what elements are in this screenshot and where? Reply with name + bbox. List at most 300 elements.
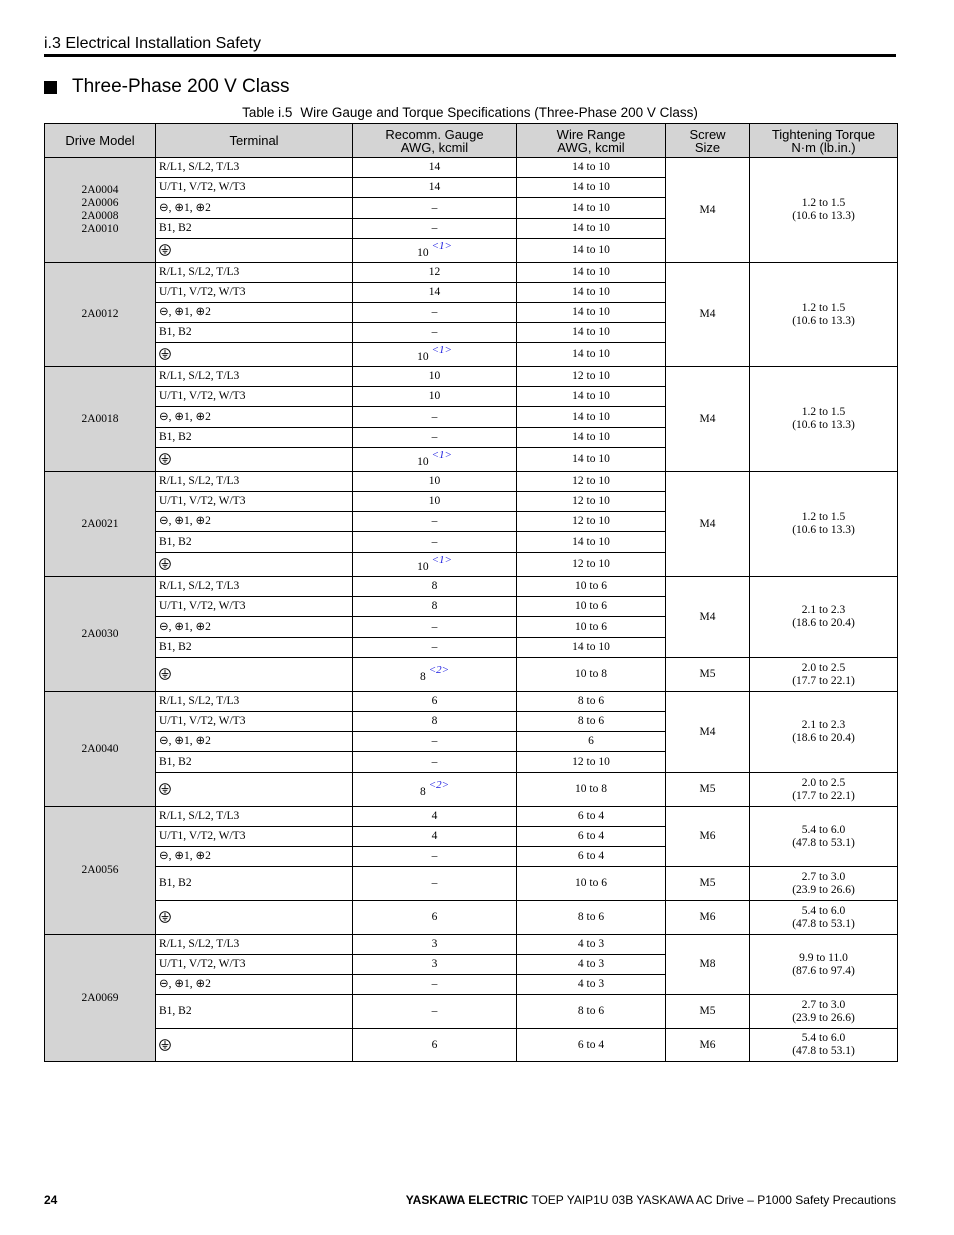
wire-range-value: 14 to 10 bbox=[572, 390, 610, 402]
drive-model: 2A0056 bbox=[81, 864, 119, 876]
terminal-cell bbox=[156, 553, 353, 577]
screw-size-cell bbox=[666, 158, 750, 263]
torque-lbin-value: (23.9 to 26.6) bbox=[792, 1011, 855, 1024]
screw-size-value: M6 bbox=[699, 830, 716, 842]
torque-lbin-value: (10.6 to 13.3) bbox=[792, 210, 855, 222]
torque-lbin-value: (87.6 to 97.4) bbox=[792, 964, 855, 977]
recomm-gauge-value: 14 bbox=[428, 161, 441, 173]
screw-size-cell bbox=[666, 1029, 750, 1062]
ground-terminal-icon bbox=[159, 453, 171, 465]
torque-nm-value: 2.7 to 3.0 bbox=[801, 998, 846, 1011]
recomm-gauge-cell bbox=[353, 367, 517, 387]
recomm-gauge-value: – bbox=[431, 535, 438, 548]
wire-range-cell bbox=[517, 239, 666, 263]
tightening-torque-cell bbox=[750, 901, 898, 935]
wire-range-cell bbox=[517, 263, 666, 283]
wire-range-cell bbox=[517, 712, 666, 732]
ground-terminal-icon bbox=[159, 558, 171, 570]
drive-model-cell bbox=[45, 692, 156, 807]
recomm-gauge-cell bbox=[353, 239, 517, 263]
wire-range-value: 12 to 10 bbox=[572, 755, 610, 768]
tightening-torque-cell bbox=[750, 1029, 898, 1062]
terminal-cell bbox=[156, 472, 353, 492]
wire-range-value: 4 to 3 bbox=[577, 958, 605, 970]
header-wire-range: Wire Range AWG, kcmil bbox=[517, 124, 666, 158]
recomm-gauge-value: 3 bbox=[431, 958, 438, 970]
drive-model: 2A0069 bbox=[81, 991, 119, 1004]
recomm-gauge-value: – bbox=[431, 431, 438, 443]
tightening-torque-cell bbox=[750, 773, 898, 807]
recomm-gauge-cell bbox=[353, 219, 517, 239]
terminal-cell bbox=[156, 1029, 353, 1062]
wire-range-cell bbox=[517, 692, 666, 712]
recomm-gauge-value: – bbox=[431, 201, 438, 214]
terminal-label: R/L1, S/L2, T/L3 bbox=[159, 580, 240, 592]
footnote-link[interactable]: <1> bbox=[431, 240, 452, 252]
wire-range-value: 8 to 6 bbox=[577, 695, 605, 707]
recomm-gauge-value: 14 bbox=[428, 181, 441, 193]
torque-lbin-value: (18.6 to 20.4) bbox=[792, 732, 855, 744]
terminal-label: B1, B2 bbox=[159, 222, 192, 234]
recomm-gauge-value: 8 bbox=[431, 715, 438, 727]
wire-range-cell bbox=[517, 638, 666, 658]
wire-range-cell bbox=[517, 935, 666, 955]
recomm-gauge-value: 10 bbox=[417, 351, 429, 363]
wire-range-cell bbox=[517, 512, 666, 532]
terminal-label: ⊖, ⊕1, ⊕2 bbox=[159, 978, 211, 990]
wire-range-value: 14 to 10 bbox=[572, 181, 610, 193]
drive-model-cell bbox=[45, 158, 156, 263]
drive-model: 2A0012 bbox=[81, 308, 119, 320]
wire-range-cell bbox=[517, 178, 666, 198]
recomm-gauge-cell bbox=[353, 387, 517, 407]
recomm-gauge-cell bbox=[353, 827, 517, 847]
recomm-gauge-value: – bbox=[431, 326, 438, 338]
table-row bbox=[45, 658, 898, 692]
recomm-gauge-value: – bbox=[431, 222, 438, 234]
recomm-gauge-value: 6 bbox=[431, 1038, 438, 1051]
recomm-gauge-value: – bbox=[431, 877, 438, 889]
terminal-cell bbox=[156, 975, 353, 995]
wire-range-value: 10 to 6 bbox=[575, 580, 607, 592]
torque-nm-value: 9.9 to 11.0 bbox=[799, 951, 848, 964]
terminal-label: U/T1, V/T2, W/T3 bbox=[159, 600, 246, 612]
terminal-cell bbox=[156, 387, 353, 407]
screw-size-cell bbox=[666, 263, 750, 367]
recomm-gauge-value: 14 bbox=[428, 286, 441, 298]
wire-range-value: 14 to 10 bbox=[572, 286, 610, 298]
wire-range-value: 14 to 10 bbox=[572, 348, 610, 360]
terminal-cell bbox=[156, 712, 353, 732]
screw-size-cell bbox=[666, 867, 750, 901]
recomm-gauge-cell bbox=[353, 638, 517, 658]
wire-range-cell bbox=[517, 867, 666, 901]
screw-size-value: M4 bbox=[699, 517, 716, 530]
terminal-label: U/T1, V/T2, W/T3 bbox=[159, 390, 246, 402]
recomm-gauge-value: 10 bbox=[417, 456, 429, 468]
wire-range-cell bbox=[517, 198, 666, 219]
recomm-gauge-cell bbox=[353, 472, 517, 492]
drive-model-cell bbox=[45, 807, 156, 935]
recomm-gauge-cell bbox=[353, 658, 517, 692]
wire-range-value: 14 to 10 bbox=[572, 244, 610, 256]
ground-terminal-icon bbox=[159, 348, 171, 360]
subheading bbox=[44, 76, 290, 98]
recomm-gauge-cell bbox=[353, 935, 517, 955]
wire-range-value: 6 to 4 bbox=[577, 830, 605, 842]
tightening-torque-cell bbox=[750, 867, 898, 901]
recomm-gauge-cell bbox=[353, 773, 517, 807]
table-header-row bbox=[45, 124, 898, 158]
wire-range-value: 14 to 10 bbox=[572, 222, 610, 234]
terminal-label: U/T1, V/T2, W/T3 bbox=[159, 286, 246, 298]
wire-gauge-table bbox=[44, 123, 898, 1062]
tightening-torque-cell bbox=[750, 807, 898, 867]
ground-terminal-icon bbox=[159, 244, 171, 256]
terminal-label: U/T1, V/T2, W/T3 bbox=[159, 958, 246, 970]
page-number: 24 bbox=[44, 1193, 58, 1207]
recomm-gauge-cell bbox=[353, 448, 517, 472]
recomm-gauge-cell bbox=[353, 343, 517, 367]
recomm-gauge-value: 10 bbox=[417, 247, 429, 259]
recomm-gauge-cell bbox=[353, 995, 517, 1029]
screw-size-value: M8 bbox=[699, 958, 716, 970]
recomm-gauge-cell bbox=[353, 901, 517, 935]
wire-range-cell bbox=[517, 472, 666, 492]
recomm-gauge-value: – bbox=[431, 755, 438, 768]
ground-terminal-icon bbox=[159, 668, 171, 680]
wire-range-cell bbox=[517, 597, 666, 617]
torque-nm-value: 1.2 to 1.5 bbox=[801, 301, 846, 314]
table-row bbox=[45, 472, 898, 492]
torque-nm-value: 5.4 to 6.0 bbox=[801, 823, 846, 836]
drive-model-cell bbox=[45, 935, 156, 1062]
screw-size-value: M5 bbox=[699, 1005, 716, 1017]
subheading-text: Three-Phase 200 V Class bbox=[72, 76, 290, 97]
wire-range-value: 14 to 10 bbox=[572, 326, 610, 338]
recomm-gauge-value: 4 bbox=[431, 810, 438, 822]
table-row bbox=[45, 577, 898, 597]
drive-model-cell bbox=[45, 577, 156, 692]
wire-range-cell bbox=[517, 975, 666, 995]
terminal-cell bbox=[156, 367, 353, 387]
wire-range-value: 12 to 10 bbox=[572, 515, 610, 527]
table-row bbox=[45, 1029, 898, 1062]
recomm-gauge-value: – bbox=[431, 978, 438, 990]
wire-range-value: 12 to 10 bbox=[572, 475, 610, 487]
recomm-gauge-value: – bbox=[431, 620, 438, 633]
screw-size-value: M4 bbox=[699, 412, 716, 425]
recomm-gauge-cell bbox=[353, 617, 517, 638]
footnote-link[interactable]: <1> bbox=[431, 344, 452, 356]
drive-model: 2A0006 bbox=[81, 197, 119, 209]
drive-model-cell bbox=[45, 472, 156, 577]
terminal-cell bbox=[156, 158, 353, 178]
ground-terminal-icon bbox=[159, 911, 171, 923]
recomm-gauge-cell bbox=[353, 553, 517, 577]
footnote-link[interactable]: <2> bbox=[428, 664, 450, 676]
header-recomm-gauge: Recomm. Gauge AWG, kcmil bbox=[353, 124, 517, 158]
terminal-label: R/L1, S/L2, T/L3 bbox=[159, 810, 240, 822]
wire-range-value: 6 bbox=[588, 735, 594, 747]
terminal-cell bbox=[156, 407, 353, 428]
drive-model: 2A0018 bbox=[81, 412, 119, 425]
wire-range-value: 4 to 3 bbox=[577, 978, 605, 990]
recomm-gauge-value: 10 bbox=[428, 370, 441, 382]
torque-nm-value: 2.1 to 2.3 bbox=[801, 604, 846, 616]
terminal-cell bbox=[156, 752, 353, 773]
recomm-gauge-cell bbox=[353, 752, 517, 773]
terminal-cell bbox=[156, 658, 353, 692]
torque-lbin-value: (17.7 to 22.1) bbox=[792, 789, 855, 802]
terminal-cell bbox=[156, 901, 353, 935]
wire-range-value: 8 to 6 bbox=[577, 715, 605, 727]
recomm-gauge-cell bbox=[353, 807, 517, 827]
terminal-cell bbox=[156, 263, 353, 283]
wire-range-value: 8 to 6 bbox=[577, 911, 605, 923]
torque-lbin-value: (47.8 to 53.1) bbox=[792, 917, 855, 930]
wire-range-cell bbox=[517, 901, 666, 935]
screw-size-cell bbox=[666, 472, 750, 577]
torque-nm-value: 5.4 to 6.0 bbox=[801, 1032, 846, 1044]
header-drive-model: Drive Model bbox=[45, 124, 156, 158]
tightening-torque-cell bbox=[750, 263, 898, 367]
recomm-gauge-value: 8 bbox=[419, 786, 426, 798]
table-row bbox=[45, 995, 898, 1029]
recomm-gauge-cell bbox=[353, 407, 517, 428]
terminal-cell bbox=[156, 532, 353, 553]
screw-size-cell bbox=[666, 995, 750, 1029]
wire-range-cell bbox=[517, 323, 666, 343]
screw-size-cell bbox=[666, 773, 750, 807]
terminal-cell bbox=[156, 198, 353, 219]
terminal-label: B1, B2 bbox=[159, 641, 192, 653]
ground-terminal-icon bbox=[159, 783, 171, 795]
wire-range-cell bbox=[517, 995, 666, 1029]
wire-range-value: 14 to 10 bbox=[572, 161, 610, 173]
recomm-gauge-value: 6 bbox=[431, 911, 438, 923]
terminal-cell bbox=[156, 492, 353, 512]
recomm-gauge-cell bbox=[353, 732, 517, 752]
torque-lbin-value: (47.8 to 53.1) bbox=[792, 836, 855, 849]
wire-range-value: 14 to 10 bbox=[572, 431, 610, 443]
terminal-cell bbox=[156, 597, 353, 617]
recomm-gauge-value: – bbox=[431, 1005, 438, 1017]
torque-lbin-value: (23.9 to 26.6) bbox=[792, 883, 855, 896]
wire-range-value: 14 to 10 bbox=[572, 453, 610, 465]
terminal-cell bbox=[156, 847, 353, 867]
table-row bbox=[45, 773, 898, 807]
terminal-label: R/L1, S/L2, T/L3 bbox=[159, 370, 240, 382]
table-row bbox=[45, 158, 898, 178]
terminal-label: B1, B2 bbox=[159, 755, 192, 768]
tightening-torque-cell bbox=[750, 158, 898, 263]
drive-model-cell bbox=[45, 367, 156, 472]
recomm-gauge-value: 10 bbox=[428, 475, 441, 487]
wire-range-cell bbox=[517, 283, 666, 303]
section-header bbox=[44, 35, 896, 57]
footnote-link[interactable]: <1> bbox=[431, 554, 452, 566]
recomm-gauge-value: 6 bbox=[431, 695, 438, 707]
screw-size-value: M4 bbox=[699, 725, 716, 738]
wire-range-cell bbox=[517, 732, 666, 752]
wire-range-cell bbox=[517, 448, 666, 472]
tightening-torque-cell bbox=[750, 995, 898, 1029]
wire-range-value: 6 to 4 bbox=[577, 850, 605, 862]
wire-range-value: 12 to 10 bbox=[572, 495, 610, 507]
recomm-gauge-value: – bbox=[431, 306, 438, 318]
terminal-label: ⊖, ⊕1, ⊕2 bbox=[159, 410, 211, 423]
wire-range-value: 14 to 10 bbox=[572, 306, 610, 318]
terminal-label: ⊖, ⊕1, ⊕2 bbox=[159, 201, 211, 214]
terminal-cell bbox=[156, 955, 353, 975]
drive-model: 2A0008 bbox=[81, 210, 119, 222]
bullet-square-icon bbox=[44, 81, 57, 94]
wire-range-cell bbox=[517, 807, 666, 827]
torque-nm-value: 2.1 to 2.3 bbox=[801, 719, 846, 731]
wire-range-value: 6 to 4 bbox=[577, 810, 605, 822]
wire-range-cell bbox=[517, 158, 666, 178]
table-caption bbox=[44, 104, 896, 122]
recomm-gauge-value: 4 bbox=[431, 830, 438, 842]
recomm-gauge-value: – bbox=[431, 735, 438, 747]
footer-brand: YASKAWA ELECTRIC bbox=[405, 1193, 529, 1207]
recomm-gauge-cell bbox=[353, 198, 517, 219]
table-row bbox=[45, 367, 898, 387]
wire-range-value: 8 to 6 bbox=[577, 1005, 605, 1017]
terminal-label: ⊖, ⊕1, ⊕2 bbox=[159, 515, 211, 527]
terminal-label: ⊖, ⊕1, ⊕2 bbox=[159, 620, 211, 633]
recomm-gauge-value: – bbox=[431, 410, 438, 423]
torque-lbin-value: (17.7 to 22.1) bbox=[792, 674, 855, 687]
footnote-link[interactable]: <2> bbox=[428, 779, 450, 791]
wire-range-cell bbox=[517, 343, 666, 367]
terminal-cell bbox=[156, 732, 353, 752]
table-caption-number: Table i.5 bbox=[242, 105, 293, 120]
wire-range-cell bbox=[517, 955, 666, 975]
tightening-torque-cell bbox=[750, 658, 898, 692]
wire-range-cell bbox=[517, 617, 666, 638]
terminal-label: B1, B2 bbox=[159, 877, 192, 889]
wire-range-value: 10 to 6 bbox=[575, 877, 607, 889]
recomm-gauge-cell bbox=[353, 512, 517, 532]
wire-range-value: 14 to 10 bbox=[572, 266, 610, 278]
wire-range-value: 10 to 8 bbox=[575, 783, 607, 795]
torque-nm-value: 2.0 to 2.5 bbox=[801, 776, 846, 789]
torque-lbin-value: (10.6 to 13.3) bbox=[792, 314, 855, 327]
recomm-gauge-cell bbox=[353, 158, 517, 178]
terminal-label: B1, B2 bbox=[159, 1005, 192, 1017]
terminal-cell bbox=[156, 935, 353, 955]
recomm-gauge-cell bbox=[353, 975, 517, 995]
wire-range-cell bbox=[517, 387, 666, 407]
wire-range-cell bbox=[517, 532, 666, 553]
wire-range-cell bbox=[517, 658, 666, 692]
recomm-gauge-cell bbox=[353, 597, 517, 617]
terminal-cell bbox=[156, 283, 353, 303]
torque-lbin-value: (18.6 to 20.4) bbox=[792, 617, 855, 629]
section-title: i.3 Electrical Installation Safety bbox=[44, 35, 261, 52]
terminal-label: ⊖, ⊕1, ⊕2 bbox=[159, 735, 211, 747]
terminal-label: U/T1, V/T2, W/T3 bbox=[159, 495, 246, 507]
terminal-cell bbox=[156, 638, 353, 658]
terminal-cell bbox=[156, 178, 353, 198]
screw-size-value: M5 bbox=[699, 877, 716, 889]
recomm-gauge-value: 3 bbox=[431, 938, 438, 950]
terminal-label: R/L1, S/L2, T/L3 bbox=[159, 938, 240, 950]
wire-range-value: 14 to 10 bbox=[572, 410, 610, 423]
wire-range-value: 4 to 3 bbox=[577, 938, 605, 950]
recomm-gauge-value: – bbox=[431, 850, 438, 862]
screw-size-value: M6 bbox=[699, 1038, 716, 1051]
terminal-cell bbox=[156, 773, 353, 807]
recomm-gauge-cell bbox=[353, 323, 517, 343]
terminal-cell bbox=[156, 303, 353, 323]
screw-size-value: M4 bbox=[699, 203, 716, 216]
table-row bbox=[45, 935, 898, 955]
recomm-gauge-cell bbox=[353, 283, 517, 303]
drive-model-cell bbox=[45, 263, 156, 367]
terminal-label: B1, B2 bbox=[159, 535, 192, 548]
screw-size-value: M4 bbox=[699, 308, 716, 320]
recomm-gauge-value: 8 bbox=[419, 671, 426, 683]
table-row bbox=[45, 692, 898, 712]
terminal-cell bbox=[156, 692, 353, 712]
terminal-cell bbox=[156, 239, 353, 263]
wire-range-cell bbox=[517, 407, 666, 428]
screw-size-value: M4 bbox=[699, 610, 716, 623]
drive-model: 2A0040 bbox=[81, 742, 119, 755]
terminal-label: B1, B2 bbox=[159, 431, 192, 443]
wire-range-value: 6 to 4 bbox=[577, 1038, 605, 1051]
recomm-gauge-value: 10 bbox=[428, 390, 441, 402]
footer-doc-info bbox=[406, 1193, 896, 1207]
terminal-cell bbox=[156, 219, 353, 239]
screw-size-cell bbox=[666, 807, 750, 867]
drive-model: 2A0010 bbox=[81, 223, 119, 235]
torque-nm-value: 1.2 to 1.5 bbox=[801, 511, 846, 523]
terminal-label: U/T1, V/T2, W/T3 bbox=[159, 830, 246, 842]
terminal-label: ⊖, ⊕1, ⊕2 bbox=[159, 306, 211, 318]
drive-model: 2A0030 bbox=[81, 627, 119, 640]
torque-nm-value: 5.4 to 6.0 bbox=[801, 904, 846, 917]
table-row bbox=[45, 867, 898, 901]
footer-doc-title: TOEP YAIP1U 03B YASKAWA AC Drive – P1000 Safety Precautions bbox=[531, 1193, 896, 1207]
terminal-cell bbox=[156, 577, 353, 597]
torque-lbin-value: (10.6 to 13.3) bbox=[792, 419, 855, 431]
footnote-link[interactable]: <1> bbox=[431, 449, 452, 461]
recomm-gauge-cell bbox=[353, 847, 517, 867]
wire-range-cell bbox=[517, 827, 666, 847]
wire-range-cell bbox=[517, 428, 666, 448]
table-row bbox=[45, 263, 898, 283]
screw-size-value: M6 bbox=[699, 911, 716, 923]
terminal-label: R/L1, S/L2, T/L3 bbox=[159, 266, 240, 278]
terminal-cell bbox=[156, 617, 353, 638]
tightening-torque-cell bbox=[750, 472, 898, 577]
terminal-cell bbox=[156, 343, 353, 367]
recomm-gauge-cell bbox=[353, 428, 517, 448]
wire-range-value: 10 to 6 bbox=[575, 620, 607, 633]
screw-size-value: M5 bbox=[699, 783, 716, 795]
screw-size-cell bbox=[666, 658, 750, 692]
wire-range-value: 10 to 6 bbox=[575, 600, 607, 612]
screw-size-cell bbox=[666, 692, 750, 773]
tightening-torque-cell bbox=[750, 692, 898, 773]
terminal-cell bbox=[156, 867, 353, 901]
terminal-label: R/L1, S/L2, T/L3 bbox=[159, 161, 240, 173]
terminal-label: R/L1, S/L2, T/L3 bbox=[159, 695, 240, 707]
